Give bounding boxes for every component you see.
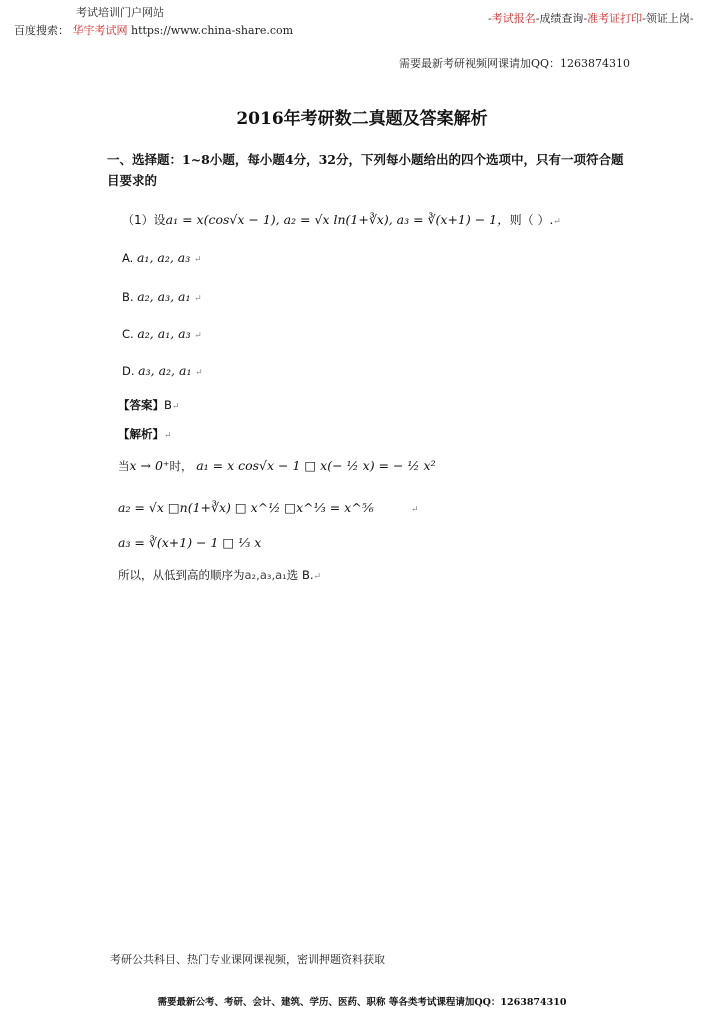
top-link-separator: - — [535, 12, 540, 25]
return-mark-icon: ↵ — [313, 572, 322, 582]
section-heading: 一、选择题：1~8小题，每小题4分，32分，下列每小题给出的四个选项中，只有一项符合题目要求的 — [107, 152, 624, 188]
top-links — [488, 10, 694, 26]
top-link-separator: - — [488, 12, 492, 25]
search-line — [14, 22, 293, 38]
option-d — [122, 363, 203, 378]
conclusion-prefix: 所以，从低到高的顺序为 — [118, 568, 245, 582]
option-letter: D. — [122, 364, 135, 378]
top-link-certificate[interactable]: 领证上岗 — [645, 12, 690, 25]
solution-expr-a1: a₁ = x cos√x − 1 □ x(− ½ x) = − ½ x² — [196, 458, 436, 473]
return-mark-icon: ↵ — [194, 331, 202, 341]
top-link-admission-ticket[interactable]: 准考证打印 — [587, 12, 643, 25]
return-mark-icon: ↵ — [193, 255, 202, 265]
question-1 — [122, 210, 561, 228]
analysis-label: 【解析】 — [118, 427, 164, 441]
option-expr: a₁, a₂, a₃ — [136, 250, 191, 265]
top-link-score-query[interactable]: 成绩查询 — [539, 12, 584, 25]
solution-line-2 — [118, 500, 374, 515]
top-link-exam-registration[interactable]: 考试报名 — [491, 12, 536, 25]
search-prefix: 百度搜索： — [14, 24, 69, 37]
solution-expr-a3: a₃ = ∛(x+1) − 1 □ ⅓ x — [118, 535, 262, 550]
option-a — [122, 250, 201, 265]
answer-value: B — [164, 398, 172, 412]
question-formula: a₁ = x(cos√x − 1), a₂ = √x ln(1+∛x), a₃ = ∛(x+1) − 1， — [165, 212, 510, 227]
answer-line — [118, 397, 179, 413]
solution-limit: x → 0⁺ — [129, 458, 170, 473]
solution-line-1 — [118, 458, 436, 474]
search-brand-link[interactable]: 华宇考试网 — [72, 24, 128, 37]
solution-prefix: 当 — [118, 459, 130, 473]
return-mark-icon: ↵ — [194, 294, 202, 304]
footer-promo: 考研公共科目、热门专业课网课视频，密训押题资料获取 — [110, 953, 385, 966]
return-mark-icon: ↵ — [195, 368, 203, 378]
option-letter: A. — [122, 251, 134, 265]
option-c — [122, 326, 202, 341]
analysis-line — [118, 426, 172, 442]
solution-expr-a2: a₂ = √x □n(1+∛x) □ x^½ □x^⅓ = x^⅚ — [118, 500, 374, 515]
conclusion-tail: 选 B. — [286, 568, 314, 582]
qq-notice: 需要最新考研视频网课请加QQ：1263874310 — [399, 57, 631, 70]
conclusion-order: a₂,a₃,a₁ — [244, 568, 287, 582]
footer-qq-notice: 需要最新公考、考研、会计、建筑、学历、医药、职称 等各类考试课程请加QQ：1263874310 — [157, 997, 567, 1008]
option-expr: a₂, a₁, a₃ — [137, 326, 191, 341]
site-name: 考试培训门户网站 — [76, 6, 164, 19]
question-intro: （1）设 — [122, 213, 166, 227]
answer-label: 【答案】 — [118, 398, 164, 412]
search-url[interactable]: https://www.china-share.com — [131, 24, 294, 37]
option-expr: a₃, a₂, a₁ — [138, 363, 192, 378]
option-letter: B. — [122, 290, 134, 304]
solution-line-3 — [118, 535, 261, 550]
return-mark-icon: ↵ — [411, 505, 419, 515]
top-link-separator: - — [583, 12, 588, 25]
top-link-separator: - — [642, 12, 646, 25]
top-link-separator: - — [689, 12, 694, 25]
return-mark-icon: ↵ — [164, 431, 172, 441]
option-expr: a₂, a₃, a₁ — [137, 289, 191, 304]
return-mark-icon: ↵ — [553, 217, 561, 227]
question-tail: 则（ ）. — [509, 213, 554, 227]
conclusion-line — [118, 567, 321, 583]
return-mark-icon: ↵ — [171, 402, 180, 412]
page-title: 2016年考研数二真题及答案解析 — [236, 109, 488, 129]
solution-shi: 时， — [169, 459, 193, 473]
option-b — [122, 289, 202, 304]
option-letter: C. — [122, 327, 134, 341]
